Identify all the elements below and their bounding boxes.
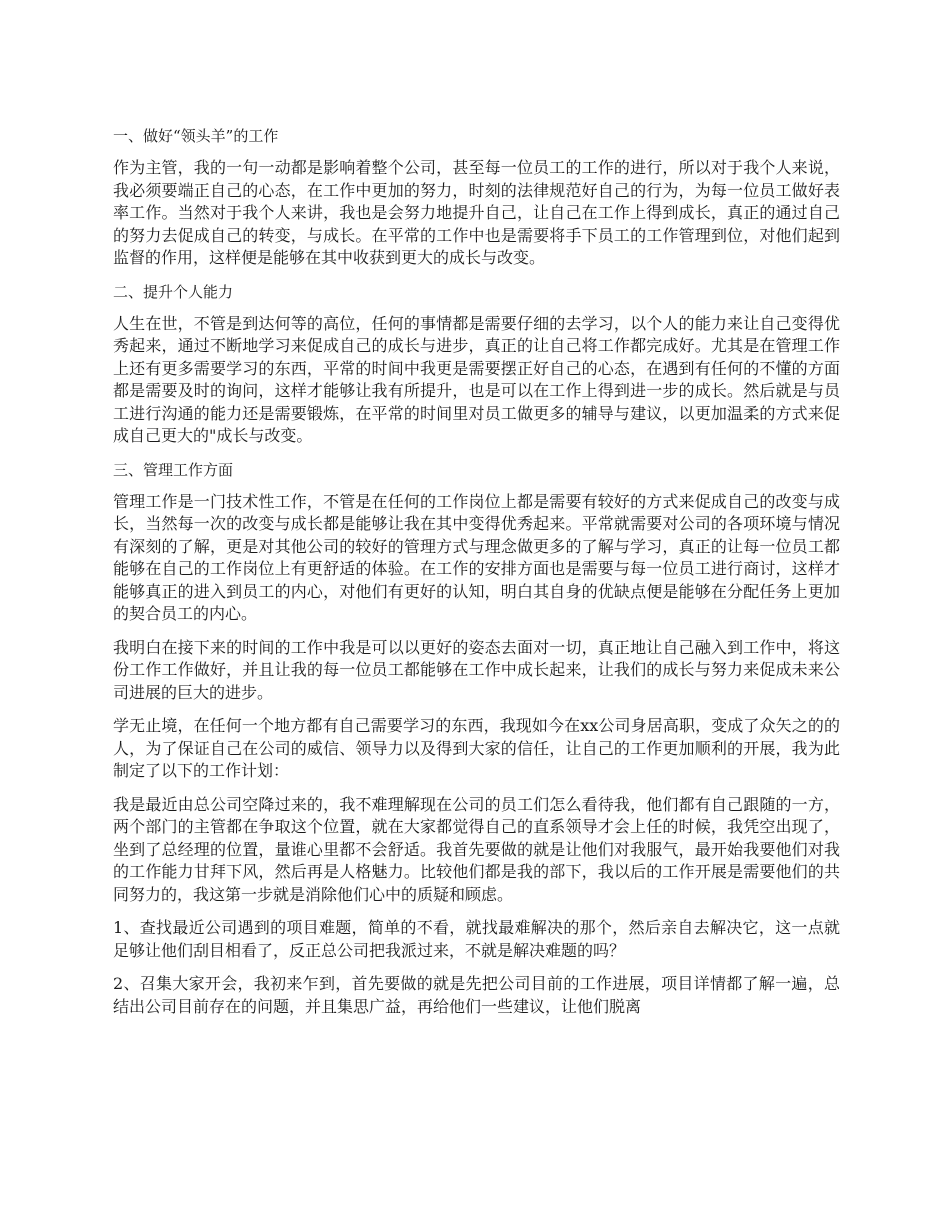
document-page — [113, 118, 840, 1029]
list-item-2: 2、召集大家开会，我初来乍到，首先要做的就是先把公司目前的工作进展，项目详情都了解一遍，总结出公司目前存在的问题，并且集思广益，再给他们一些建议，让他们脱离 — [113, 974, 840, 1016]
closing-paragraph-1: 我明白在接下来的时间的工作中我是可以以更好的姿态去面对一切，真正地让自己融入到工作中，将这份工作工作做好，并且让我的每一位员工都能够在工作中成长起来，让我们的成长与努力来促成未来公司进展的巨大的进步。 — [113, 637, 840, 702]
closing-paragraph-2: 学无止境，在任何一个地方都有自己需要学习的东西，我现如今在xx公司身居高职，变成了众矢之的的人，为了保证自己在公司的威信、领导力以及得到大家的信任，让自己的工作更加顺利的开展，我为此制定了以下的工作计划： — [113, 716, 840, 780]
list-item-1: 1、查找最近公司遇到的项目难题，简单的不看，就找最难解决的那个，然后亲自去解决它，这一点就足够让他们刮目相看了，反正总公司把我派过来，不就是解决难题的吗？ — [113, 918, 840, 960]
section-heading-1: 一、做好“领头羊”的工作 — [113, 127, 279, 145]
section-paragraph-1: 作为主管，我的一句一动都是影响着整个公司，甚至每一位员工的工作的进行，所以对于我个人来说，我必须要端正自己的心态，在工作中更加的努力，时刻的法律规范好自己的行为，为每一位员工做好表率工作。当然对于我个人来讲，我也是会努力地提升自己，让自己在工作上得到成长，真正的通过自己的努力去促成自己的转变，与成长。在平常的工作中也是需要将手下员工的工作管理到位，对他们起到监督的作用，这样便是能够在其中收获到更大的成长与改变。 — [113, 158, 840, 267]
section-heading-2: 二、提升个人能力 — [113, 282, 234, 301]
section-heading-3: 三、管理工作方面 — [113, 460, 234, 479]
section-paragraph-3: 管理工作是一门技术性工作，不管是在任何的工作岗位上都是需要有较好的方式来促成自己的改变与成长，当然每一次的改变与成长都是能够让我在其中变得优秀起来。平常就需要对公司的各项环境与情况有深刻的了解，更是对其他公司的较好的管理方式与理念做更多的了解与学习，真正的让每一位员工都能够在自己的工作岗位上有更舒适的体验。在工作的安排方面也是需要与每一位员工进行商讨，这样才能够真正的进入到员工的内心，对他们有更好的认知，明白其自身的优缺点便是能够在分配任务上更加的契合员工的内心。 — [113, 491, 840, 623]
section-paragraph-2: 人生在世，不管是到达何等的高位，任何的事情都是需要仔细的去学习，以个人的能力来让自己变得优秀起来，通过不断地学习来促成自己的成长与进步，真正的让自己将工作都完成好。尤其是在管理工作上还有更多需要学习的东西，平常的时间中我更是需要摆正好自己的心态，在遇到有任何的不懂的方面都是需要及时的询问，这样才能够让我有所提升，也是可以在工作上得到进一步的成长。然后就是与员工进行沟通的能力还是需要锻炼，在平常的时间里对员工做更多的辅导与建议，以更加温柔的方式来促成自己更大的"成长与改变。 — [113, 313, 840, 445]
closing-paragraph-3: 我是最近由总公司空降过来的，我不难理解现在公司的员工们怎么看待我，他们都有自己跟随的一方，两个部门的主管都在争取这个位置，就在大家都觉得自己的直系领导才会上任的时候，我凭空出现了，坐到了总经理的位置，量谁心里都不会舒适。我首先要做的就是让他们对我服气，最开始我要他们对我的工作能力甘拜下风，然后再是人格魅力。比较他们都是我的部下，我以后的工作开展是需要他们的共同努力的，我这第一步就是消除他们心中的质疑和顾虑。 — [113, 794, 840, 904]
